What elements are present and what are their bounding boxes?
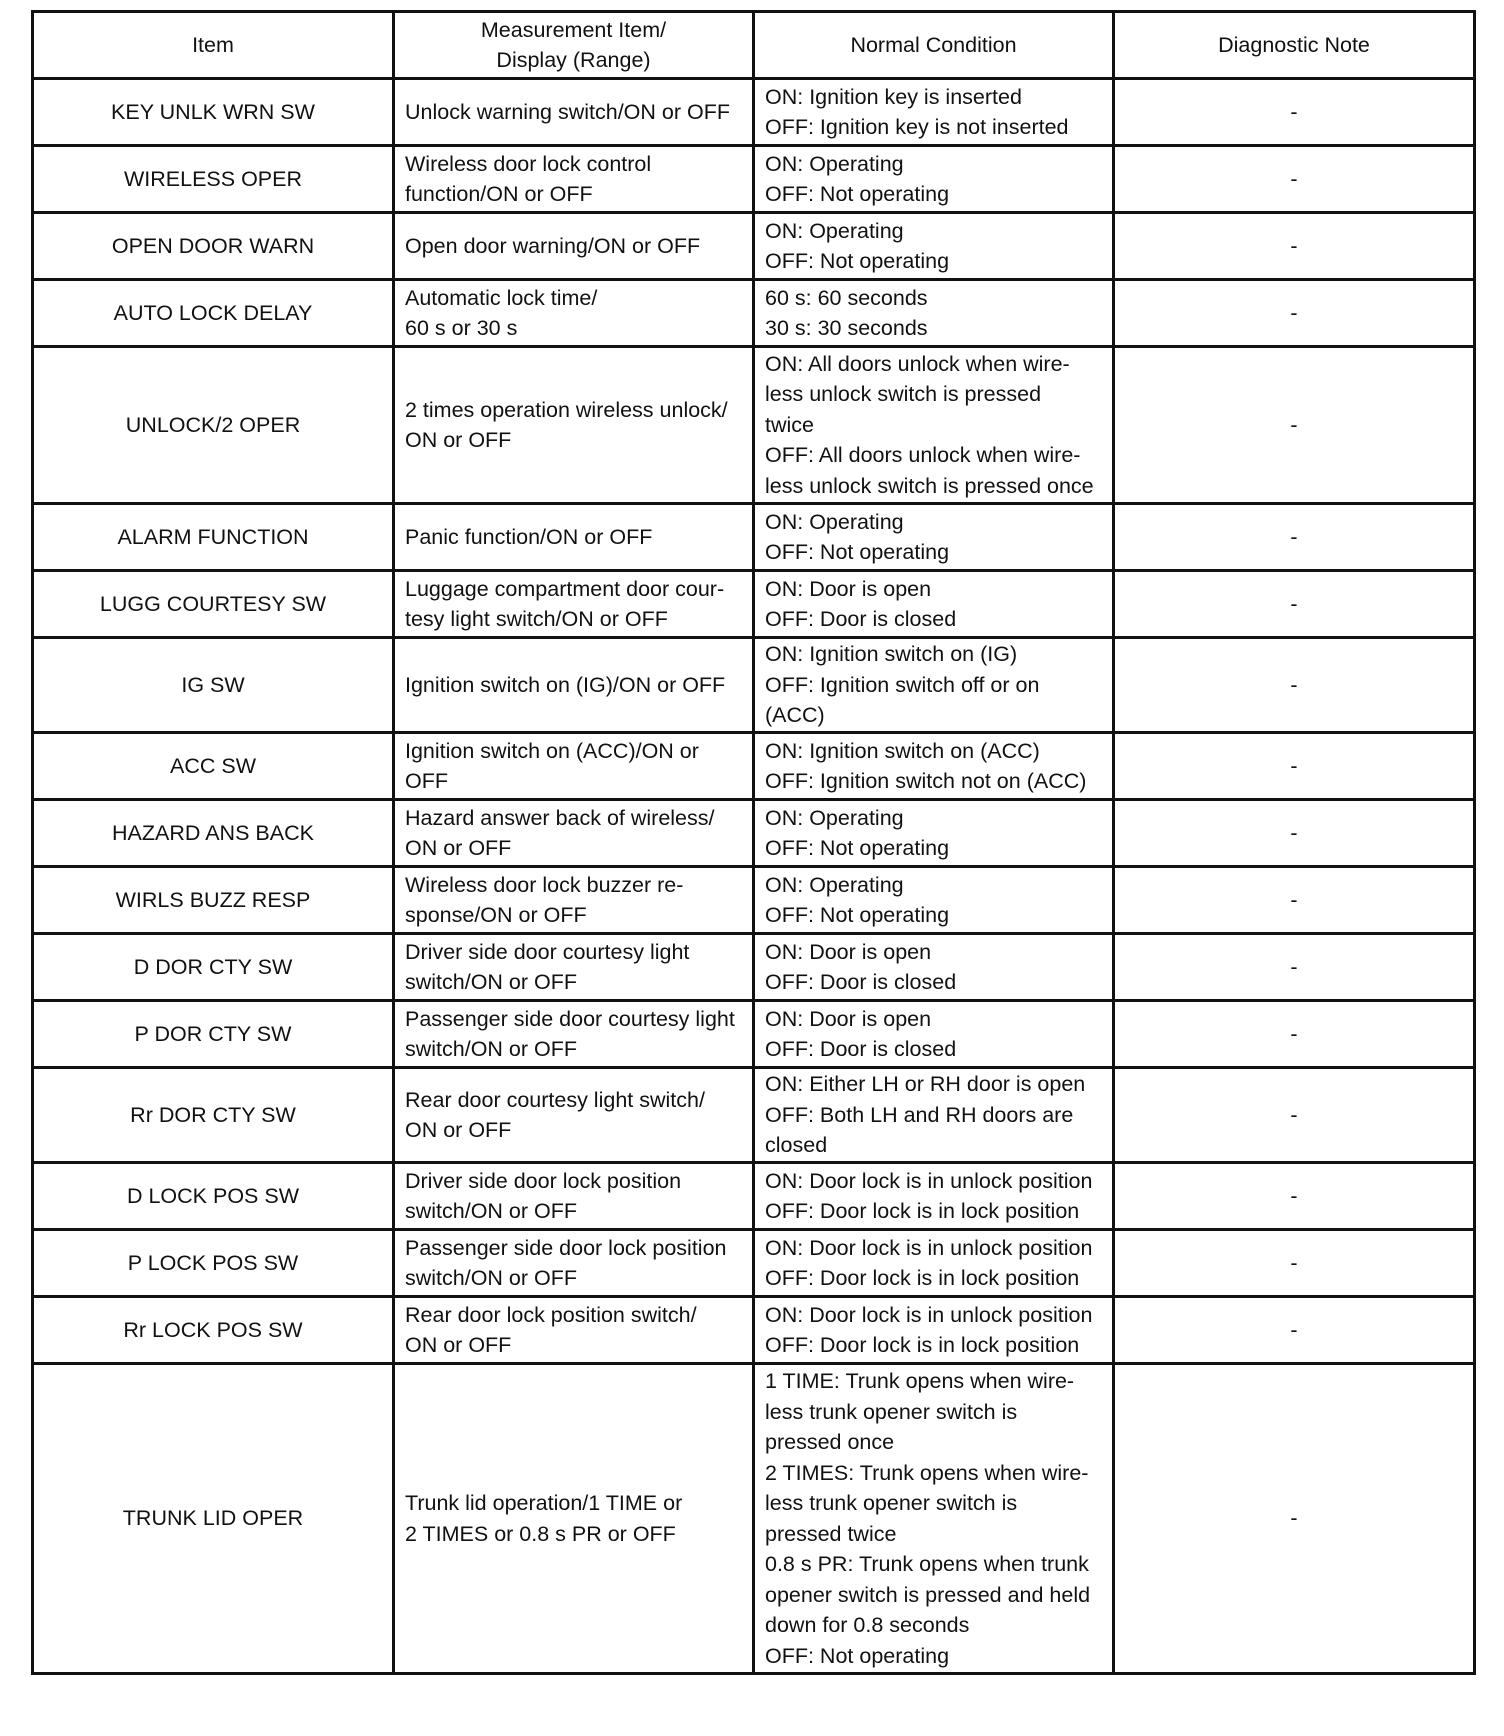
condition-cell: ON: Operating OFF: Not operating xyxy=(754,504,1114,571)
condition-cell: ON: Ignition switch on (IG) OFF: Ignition switch off or on (ACC) xyxy=(754,638,1114,733)
measurement-cell: Wireless door lock buzzer re- sponse/ON or OFF xyxy=(394,867,754,934)
note-cell: - xyxy=(1114,1068,1475,1163)
table-row xyxy=(33,571,1475,638)
table-row xyxy=(33,280,1475,347)
table-row xyxy=(33,733,1475,800)
header-measurement: Measurement Item/ Display (Range) xyxy=(394,12,754,79)
diagnostic-data-list xyxy=(31,10,1473,1675)
item-cell: Rr DOR CTY SW xyxy=(33,1068,394,1163)
table-header-row xyxy=(33,12,1475,79)
measurement-cell: Panic function/ON or OFF xyxy=(394,504,754,571)
item-cell: ALARM FUNCTION xyxy=(33,504,394,571)
table-row xyxy=(33,146,1475,213)
note-cell: - xyxy=(1114,213,1475,280)
measurement-cell: Trunk lid operation/1 TIME or 2 TIMES or 0.8 s PR or OFF xyxy=(394,1364,754,1674)
measurement-cell: Rear door lock position switch/ ON or OFF xyxy=(394,1297,754,1364)
table-row xyxy=(33,934,1475,1001)
note-cell: - xyxy=(1114,934,1475,1001)
measurement-cell: Unlock warning switch/ON or OFF xyxy=(394,79,754,146)
table-row xyxy=(33,1364,1475,1674)
measurement-cell: Ignition switch on (IG)/ON or OFF xyxy=(394,638,754,733)
item-cell: ACC SW xyxy=(33,733,394,800)
measurement-cell: Passenger side door lock position switch/ON or OFF xyxy=(394,1230,754,1297)
measurement-cell: Open door warning/ON or OFF xyxy=(394,213,754,280)
condition-cell: ON: Operating OFF: Not operating xyxy=(754,213,1114,280)
condition-cell: 1 TIME: Trunk opens when wire- less trunk opener switch is pressed once 2 TIMES: Trunk opens when wire- less trunk opener switch is pressed twice 0.8 s PR: Trunk opens when trunk opener switch is pressed and held down for 0.8 seconds OFF: Not operating xyxy=(754,1364,1114,1674)
table-row xyxy=(33,504,1475,571)
item-cell: Rr LOCK POS SW xyxy=(33,1297,394,1364)
condition-cell: ON: Door is open OFF: Door is closed xyxy=(754,934,1114,1001)
note-cell: - xyxy=(1114,280,1475,347)
condition-cell: ON: Operating OFF: Not operating xyxy=(754,800,1114,867)
condition-cell: ON: Door lock is in unlock position OFF: Door lock is in lock position xyxy=(754,1297,1114,1364)
note-cell: - xyxy=(1114,504,1475,571)
table-row xyxy=(33,347,1475,504)
condition-cell: ON: Ignition key is inserted OFF: Ignition key is not inserted xyxy=(754,79,1114,146)
table-row xyxy=(33,1001,1475,1068)
item-cell: OPEN DOOR WARN xyxy=(33,213,394,280)
note-cell: - xyxy=(1114,638,1475,733)
condition-cell: ON: Operating OFF: Not operating xyxy=(754,867,1114,934)
measurement-cell: Hazard answer back of wireless/ ON or OFF xyxy=(394,800,754,867)
item-cell: UNLOCK/2 OPER xyxy=(33,347,394,504)
header-diagnostic-note: Diagnostic Note xyxy=(1114,12,1475,79)
note-cell: - xyxy=(1114,146,1475,213)
item-cell: D DOR CTY SW xyxy=(33,934,394,1001)
measurement-cell: Driver side door courtesy light switch/ON or OFF xyxy=(394,934,754,1001)
table-row xyxy=(33,79,1475,146)
measurement-cell: 2 times operation wireless unlock/ ON or OFF xyxy=(394,347,754,504)
table-row xyxy=(33,1163,1475,1230)
note-cell: - xyxy=(1114,1230,1475,1297)
condition-cell: ON: Door is open OFF: Door is closed xyxy=(754,571,1114,638)
measurement-cell: Ignition switch on (ACC)/ON or OFF xyxy=(394,733,754,800)
condition-cell: ON: Ignition switch on (ACC) OFF: Ignition switch not on (ACC) xyxy=(754,733,1114,800)
measurement-cell: Passenger side door courtesy light switch/ON or OFF xyxy=(394,1001,754,1068)
note-cell: - xyxy=(1114,79,1475,146)
table-row xyxy=(33,1297,1475,1364)
condition-cell: ON: Operating OFF: Not operating xyxy=(754,146,1114,213)
condition-cell: ON: Door lock is in unlock position OFF: Door lock is in lock position xyxy=(754,1163,1114,1230)
table-row xyxy=(33,1230,1475,1297)
measurement-cell: Luggage compartment door cour- tesy light switch/ON or OFF xyxy=(394,571,754,638)
measurement-cell: Wireless door lock control function/ON or OFF xyxy=(394,146,754,213)
item-cell: P LOCK POS SW xyxy=(33,1230,394,1297)
item-cell: TRUNK LID OPER xyxy=(33,1364,394,1674)
note-cell: - xyxy=(1114,1297,1475,1364)
item-cell: LUGG COURTESY SW xyxy=(33,571,394,638)
item-cell: IG SW xyxy=(33,638,394,733)
table-row xyxy=(33,638,1475,733)
header-item: Item xyxy=(33,12,394,79)
table-row xyxy=(33,800,1475,867)
item-cell: P DOR CTY SW xyxy=(33,1001,394,1068)
note-cell: - xyxy=(1114,733,1475,800)
item-cell: WIRELESS OPER xyxy=(33,146,394,213)
note-cell: - xyxy=(1114,571,1475,638)
note-cell: - xyxy=(1114,347,1475,504)
table-row xyxy=(33,1068,1475,1163)
note-cell: - xyxy=(1114,1364,1475,1674)
note-cell: - xyxy=(1114,800,1475,867)
note-cell: - xyxy=(1114,1163,1475,1230)
item-cell: AUTO LOCK DELAY xyxy=(33,280,394,347)
data-list-table xyxy=(31,10,1476,1675)
note-cell: - xyxy=(1114,867,1475,934)
note-cell: - xyxy=(1114,1001,1475,1068)
measurement-cell: Automatic lock time/ 60 s or 30 s xyxy=(394,280,754,347)
table-row xyxy=(33,867,1475,934)
table-row xyxy=(33,213,1475,280)
header-normal-condition: Normal Condition xyxy=(754,12,1114,79)
condition-cell: ON: Door is open OFF: Door is closed xyxy=(754,1001,1114,1068)
measurement-cell: Driver side door lock position switch/ON or OFF xyxy=(394,1163,754,1230)
item-cell: HAZARD ANS BACK xyxy=(33,800,394,867)
condition-cell: ON: Either LH or RH door is open OFF: Both LH and RH doors are closed xyxy=(754,1068,1114,1163)
item-cell: KEY UNLK WRN SW xyxy=(33,79,394,146)
item-cell: D LOCK POS SW xyxy=(33,1163,394,1230)
item-cell: WIRLS BUZZ RESP xyxy=(33,867,394,934)
condition-cell: ON: All doors unlock when wire- less unlock switch is pressed twice OFF: All doors unlock when wire- less unlock switch is pressed once xyxy=(754,347,1114,504)
condition-cell: ON: Door lock is in unlock position OFF: Door lock is in lock position xyxy=(754,1230,1114,1297)
measurement-cell: Rear door courtesy light switch/ ON or OFF xyxy=(394,1068,754,1163)
condition-cell: 60 s: 60 seconds 30 s: 30 seconds xyxy=(754,280,1114,347)
